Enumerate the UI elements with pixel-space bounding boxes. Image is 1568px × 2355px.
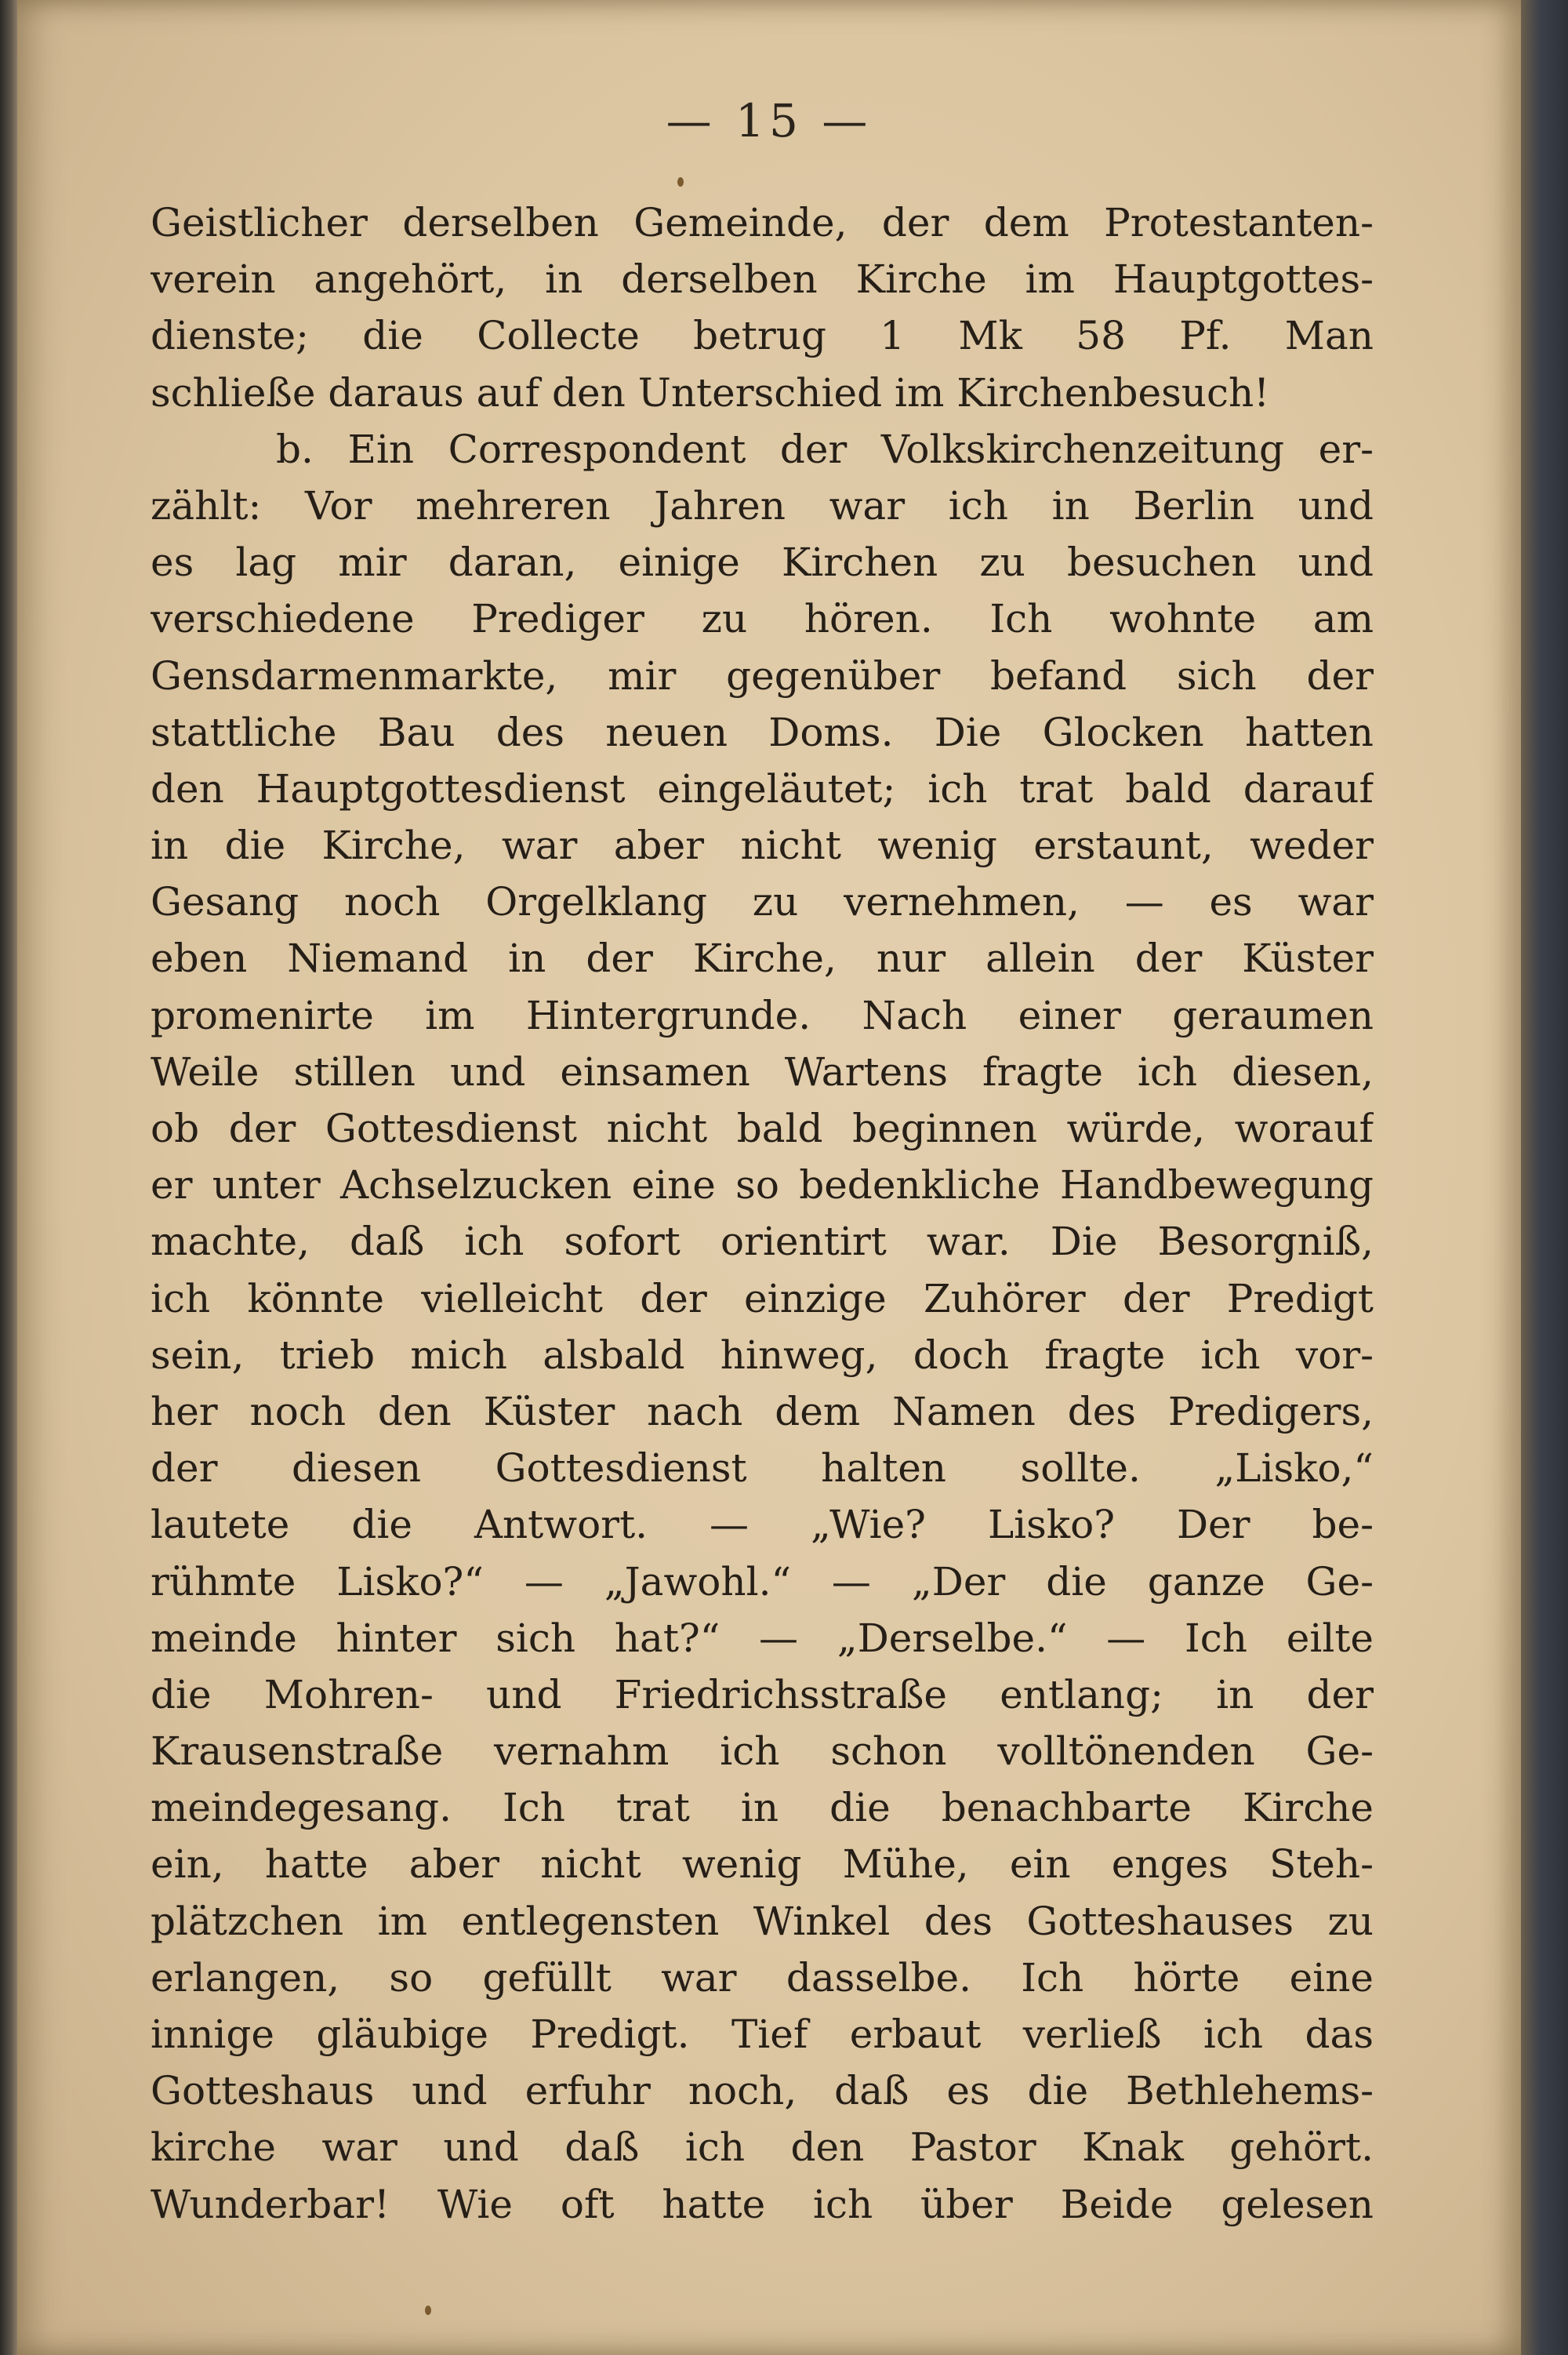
text-line: den Hauptgottesdienst eingeläutet; ich trat bald darauf xyxy=(151,765,1374,812)
ink-speck xyxy=(677,177,684,187)
body-text xyxy=(151,194,1374,2233)
book-cover-edge xyxy=(1521,0,1568,2355)
text-line: Weile stillen und einsamen Wartens fragte ich diesen, xyxy=(151,1048,1374,1095)
text-line: her noch den Küster nach dem Namen des Predigers, xyxy=(151,1388,1374,1434)
text-line: verschiedene Prediger zu hören. Ich wohnte am xyxy=(151,596,1374,642)
text-line: Gesang noch Orgelklang zu vernehmen, — es war xyxy=(151,879,1374,925)
text-line: b. Ein Correspondent der Volkskirchenzeitung er- xyxy=(276,426,1374,472)
text-line: eben Niemand in der Kirche, nur allein der Küster xyxy=(151,936,1374,982)
text-line: lautete die Antwort. — „Wie? Lisko? Der be- xyxy=(151,1502,1374,1548)
text-line: zählt: Vor mehreren Jahren war ich in Berlin und xyxy=(151,482,1374,529)
text-line: plätzchen im entlegensten Winkel des Gotteshauses zu xyxy=(151,1898,1374,1944)
ink-speck xyxy=(425,2306,431,2315)
text-line: ich könnte vielleicht der einzige Zuhörer der Predigt xyxy=(151,1275,1374,1321)
text-line: meindegesang. Ich trat in die benachbarte Kirche xyxy=(151,1785,1374,1831)
text-line: es lag mir daran, einige Kirchen zu besuchen und xyxy=(151,540,1374,586)
text-line: innige gläubige Predigt. Tief erbaut verließ ich das xyxy=(151,2012,1374,2057)
text-line: verein angehört, in derselben Kirche im Hauptgottes- xyxy=(151,256,1374,303)
text-line: in die Kirche, war aber nicht wenig erstaunt, weder xyxy=(151,823,1374,869)
text-line: stattliche Bau des neuen Doms. Die Glocken hatten xyxy=(151,709,1374,755)
text-line: rühmte Lisko?“ — „Jawohl.“ — „Der die ganze Ge- xyxy=(151,1558,1374,1605)
text-line: ob der Gottesdienst nicht bald beginnen würde, worauf xyxy=(151,1106,1374,1151)
text-line: sein, trieb mich alsbald hinweg, doch fragte ich vor- xyxy=(151,1332,1374,1378)
text-line: der diesen Gottesdienst halten sollte. „Lisko,“ xyxy=(151,1445,1374,1492)
text-line: promenirte im Hintergrunde. Nach einer geraumen xyxy=(151,992,1374,1038)
text-line: schließe daraus auf den Unterschied im Kirchenbesuch! xyxy=(151,369,1270,416)
text-line: kirche war und daß ich den Pastor Knak gehört. xyxy=(151,2124,1374,2171)
text-line: dienste; die Collecte betrug 1 Mk 58 Pf. Man xyxy=(151,313,1374,359)
text-line: Geistlicher derselben Gemeinde, der dem Protestanten- xyxy=(151,200,1374,245)
text-line: erlangen, so gefüllt war dasselbe. Ich hörte eine xyxy=(151,1954,1374,2001)
text-line: die Mohren- und Friedrichsstraße entlang; in der xyxy=(151,1671,1374,1717)
text-line: er unter Achselzucken eine so bedenkliche Handbewegung xyxy=(151,1162,1374,1208)
text-line: Gensdarmenmarkte, mir gegenüber befand sich der xyxy=(151,652,1374,699)
text-line: Gotteshaus und erfuhr noch, daß es die Bethlehems- xyxy=(151,2068,1374,2114)
text-line: Wunderbar! Wie oft hatte ich über Beide gelesen xyxy=(151,2181,1374,2227)
book-page xyxy=(17,0,1521,2355)
page-number: — 15 — xyxy=(666,94,873,147)
text-line: ein, hatte aber nicht wenig Mühe, ein enges Steh- xyxy=(151,1841,1374,1888)
text-line: Krausenstraße vernahm ich schon volltönenden Ge- xyxy=(151,1728,1374,1775)
book-spine-edge xyxy=(0,0,17,2355)
text-line: meinde hinter sich hat?“ — „Derselbe.“ — Ich eilte xyxy=(151,1615,1374,1661)
text-line: machte, daß ich sofort orientirt war. Die Besorgniß, xyxy=(151,1219,1374,1265)
